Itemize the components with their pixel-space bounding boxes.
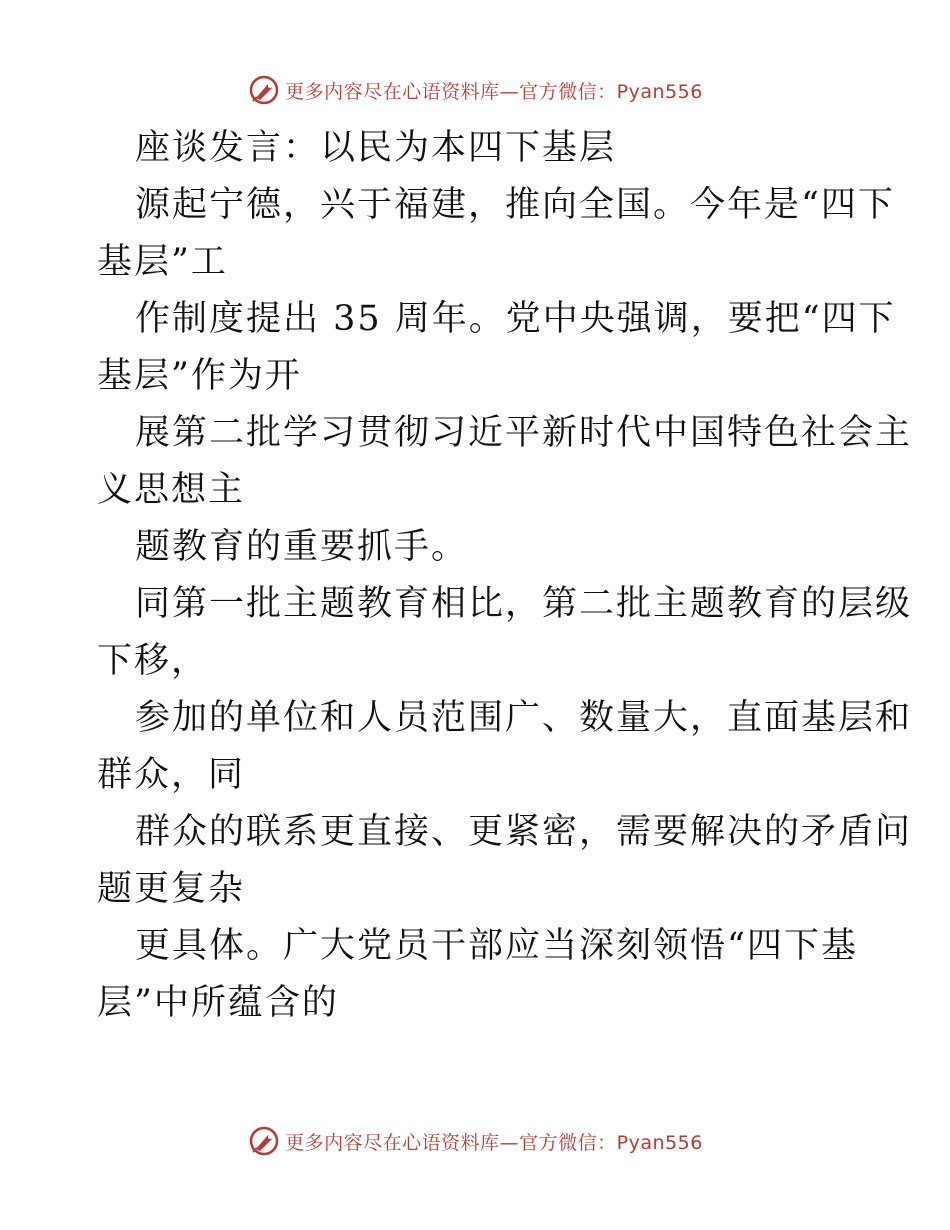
text-line-content: 作制度提出 35 周年。党中央强调，要把“四下 <box>135 299 896 339</box>
text-line-content: 群众，同 <box>97 755 246 795</box>
text-line <box>97 177 895 234</box>
text-line <box>97 576 913 633</box>
text-line <box>97 747 857 804</box>
text-line-content: 基层”工 <box>97 242 228 282</box>
text-line-content: 层”中所蕴含的 <box>97 983 339 1023</box>
text-line <box>97 234 857 291</box>
text-line <box>97 348 857 405</box>
text-line-content: 座谈发言：以民为本四下基层 <box>135 128 617 168</box>
header-watermark-banner <box>0 70 950 110</box>
text-line-content: 题教育的重要抓手。 <box>135 527 469 567</box>
text-line-content: 同第一批主题教育相比，第二批主题教育的层级 <box>135 584 913 624</box>
text-line-content: 源起宁德，兴于福建，推向全国。今年是“四下 <box>135 185 895 225</box>
header-watermark-text: 更多内容尽在心语资料库—官方微信：Pyan556 <box>285 80 703 103</box>
text-line <box>97 633 857 690</box>
text-line <box>97 975 857 1032</box>
text-line <box>97 690 913 747</box>
text-line-content: 参加的单位和人员范围广、数量大，直面基层和 <box>135 698 913 738</box>
text-line-content: 基层”作为开 <box>97 356 302 396</box>
text-line <box>97 291 896 348</box>
text-line-content: 题更复杂 <box>97 869 246 909</box>
footer-watermark-banner <box>0 1121 950 1161</box>
text-line <box>97 405 913 462</box>
text-line <box>97 120 857 177</box>
text-line-content: 群众的联系更直接、更紧密，需要解决的矛盾问 <box>135 812 913 852</box>
pen-nib-seal-icon <box>247 73 281 107</box>
text-line-content: 下移， <box>97 641 209 681</box>
text-line-content: 展第二批学习贯彻习近平新时代中国特色社会主 <box>135 413 913 453</box>
text-line <box>97 519 857 576</box>
text-line <box>97 804 913 861</box>
text-line <box>97 918 857 975</box>
text-line-content: 义思想主 <box>97 470 246 510</box>
document-body <box>97 120 913 1032</box>
text-line <box>97 462 857 519</box>
pen-nib-seal-icon <box>247 1124 281 1158</box>
footer-watermark-text: 更多内容尽在心语资料库—官方微信：Pyan556 <box>285 1131 703 1154</box>
text-line-content: 更具体。广大党员干部应当深刻领悟“四下基 <box>135 926 858 966</box>
text-line <box>97 861 857 918</box>
